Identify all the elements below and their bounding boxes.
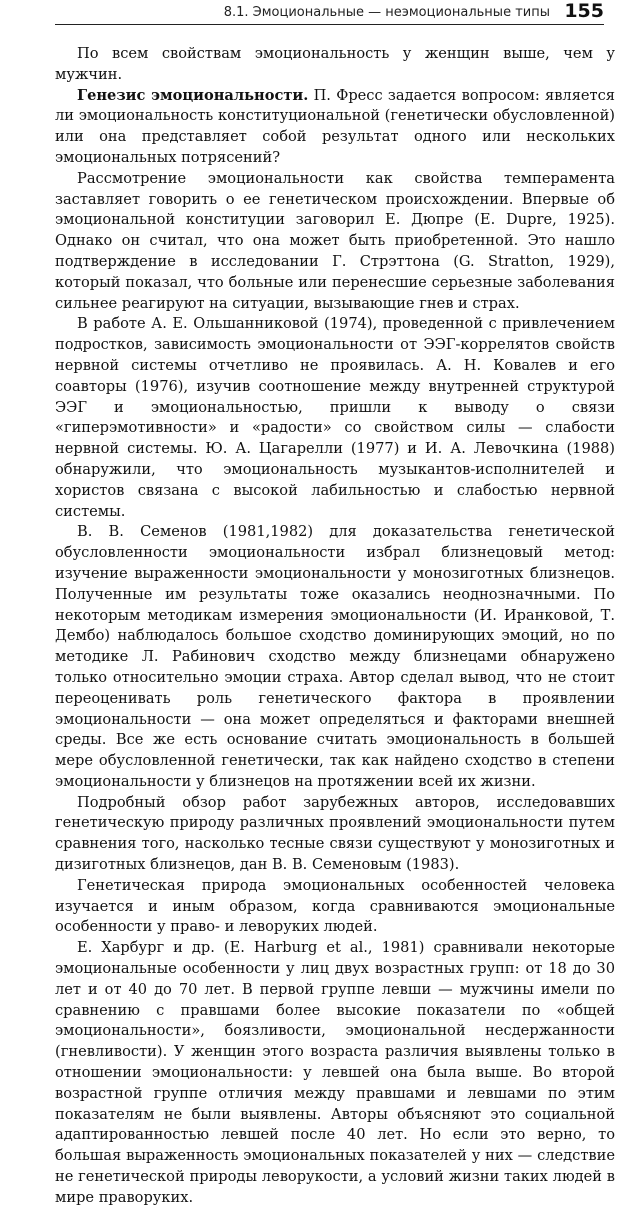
- paragraph-1: По всем свойствам эмоциональность у женщин выше, чем у мужчин.: [55, 45, 615, 83]
- running-head-section-title: 8.1. Эмоциональные — неэмоциональные типы: [223, 5, 550, 20]
- paragraph-7: Генетическая природа эмоциональных особенностей человека изучается и иным образом, когда сравниваются эмоциональные особенности у право- и леворуких людей.: [55, 876, 615, 936]
- body-text: [55, 44, 615, 1209]
- paragraph-6: Подробный обзор работ зарубежных авторов, исследовавших генетическую природу различных проявлений эмоциональности путем сравнения того, насколько тесные связи существуют у монозиготных и дизиготных близнецов, дан В. В. Семеновым (1983).: [55, 793, 615, 874]
- paragraph-2: Генезис эмоциональности. П. Фресс задается вопросом: является ли эмоциональность конституциональной (генетически обусловленной) или она представляет собой результат одного или нескольких эмоциональных потрясений?: [55, 86, 615, 166]
- page-number: 155: [564, 0, 604, 22]
- section-heading: Генезис эмоциональности.: [77, 86, 309, 104]
- paragraph-4: В работе А. Е. Ольшанниковой (1974), проведенной с привлечением подростков, зависимость эмоциональности от ЭЭГ-коррелятов свойств нервной системы отчетливо не проявилась. А. Н. Ковалев и его соавторы (1976), изучив соотношение между внутренней структурой ЭЭГ и эмоциональностью, пришли к выводу о связи «гиперэмотивности» и «радости» со свойством силы — слабости нервной системы. Ю. А. Цагарелли (1977) и И. А. Левочкина (1988) обнаружили, что эмоциональность музыкантов-исполнителей и хористов связана с высокой лабильностью и слабостью нервной системы.: [55, 315, 615, 520]
- header-rule: [55, 24, 604, 25]
- paragraph-8: Е. Харбург и др. (Е. Harburg et al., 1981) сравнивали некоторые эмоциональные особенности у лиц двух возрастных групп: от 18 до 30 лет и от 40 до 70 лет. В первой группе левши — мужчины имели по сравнению с правшами более высокие показатели по «общей эмоциональности», боязливости, эмоциональной несдержанности (гневливости). У женщин этого возраста различия выявлены только в отношении эмоциональности: у левшей она была выше. Во второй возрастной группе отличия между правшами и левшами по этим показателям не были выявлены. Авторы объясняют это социальной адаптированностью левшей после 40 лет. Но если это верно, то большая выраженность эмоциональных показателей у них — следствие не генетической природы леворукости, а условий жизни таких людей в мире праворуких.: [55, 939, 615, 1206]
- paragraph-3: Рассмотрение эмоциональности как свойства темперамента заставляет говорить о ее генетическом происхождении. Впервые об эмоциональной конституции заговорил Е. Дюпре (Е. Dupre, 1925). Однако он считал, что она может быть приобретенной. Это нашло подтверждение в исследовании Г. Стрэттона (G. Stratton, 1929), который показал, что больные или перенесшие серьезные заболевания сильнее реагируют на ситуации, вызывающие гнев и страх.: [55, 169, 615, 312]
- paragraph-5: В. В. Семенов (1981,1982) для доказательства генетической обусловленности эмоциональности избрал близнецовый метод: изучение выраженности эмоциональности у монозиготных близнецов. Полученные им результаты тоже оказались неоднозначными. По некоторым методикам измерения эмоциональности (И. Иранковой, Т. Дембо) наблюдалось большое сходство доминирующих эмоций, но по методике Л. Рабинович сходство между близнецами обнаружено только относительно эмоции страха. Автор сделал вывод, что не стоит переоценивать роль генетического фактора в проявлении эмоциональности — она может определяться и факторами внешней среды. Все же есть основание считать эмоциональность в большей мере обусловленной генетически, так как найдено сходство в степени эмоциональности у близнецов на протяжении всей их жизни.: [55, 523, 615, 790]
- page-header: [0, 0, 620, 30]
